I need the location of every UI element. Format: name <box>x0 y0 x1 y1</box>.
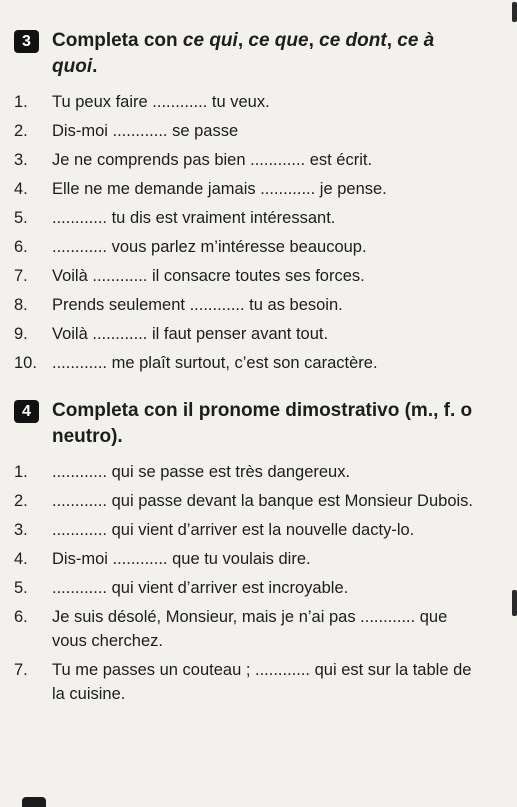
item-number: 3. <box>14 151 28 169</box>
exercise-item <box>14 293 484 317</box>
item-text: ............ qui vient d’arriver est incroyable. <box>52 579 349 597</box>
heading-text: Completa con il pronome dimostrativo (m., f. o neutro). <box>52 400 473 447</box>
exercise-item <box>14 177 484 201</box>
exercise-item <box>14 119 484 143</box>
item-text: Elle ne me demande jamais ............ je pense. <box>52 180 387 198</box>
item-number: 6. <box>14 238 28 256</box>
item-number: 7. <box>14 267 28 285</box>
page-edge-mark <box>512 2 517 22</box>
item-number: 3. <box>14 521 28 539</box>
item-text: ............ me plaît surtout, c’est son caractère. <box>52 354 378 372</box>
heading-term: ce que <box>248 30 309 51</box>
item-number: 4. <box>14 550 28 568</box>
exercise-4-heading <box>14 398 484 450</box>
heading-text: , <box>308 30 320 51</box>
item-number: 4. <box>14 180 28 198</box>
item-number: 8. <box>14 296 28 314</box>
item-number: 2. <box>14 122 28 140</box>
item-number: 7. <box>14 661 28 679</box>
exercise-item <box>14 351 484 375</box>
heading-text: . <box>92 56 98 77</box>
item-text: Je suis désolé, Monsieur, mais je n’ai pas ............ que vous cherchez. <box>52 608 448 650</box>
item-text: Voilà ............ il consacre toutes ses forces. <box>52 267 365 285</box>
heading-text: , <box>237 30 249 51</box>
item-number: 1. <box>14 463 28 481</box>
exercise-item <box>14 605 484 653</box>
item-number: 1. <box>14 93 28 111</box>
item-text: Tu me passes un couteau ; ............ qui est sur la table de la cuisine. <box>52 661 472 703</box>
exercise-item <box>14 148 484 172</box>
exercise-item <box>14 547 484 571</box>
exercise-4 <box>14 398 484 711</box>
heading-text: Completa con <box>52 30 183 51</box>
exercise-item <box>14 518 484 542</box>
item-text: ............ vous parlez m’intéresse beaucoup. <box>52 238 367 256</box>
heading-term: ce à quoi <box>52 30 435 77</box>
next-exercise-badge-edge <box>22 797 46 807</box>
item-text: Tu peux faire ............ tu veux. <box>52 93 270 111</box>
item-text: Prends seulement ............ tu as besoin. <box>52 296 343 314</box>
item-text: ............ qui vient d’arriver est la nouvelle dacty-lo. <box>52 521 415 539</box>
item-text: Dis-moi ............ que tu voulais dire. <box>52 550 311 568</box>
item-text: ............ qui se passe est très dangereux. <box>52 463 351 481</box>
heading-term: ce dont <box>319 30 387 51</box>
item-number: 2. <box>14 492 28 510</box>
exercise-4-items <box>14 460 484 706</box>
heading-term: ce qui <box>182 30 238 51</box>
page-edge-mark <box>512 590 517 616</box>
exercise-item <box>14 658 484 706</box>
item-number: 10. <box>14 354 37 372</box>
exercise-3 <box>14 28 484 380</box>
item-text: Je ne comprends pas bien ............ est écrit. <box>52 151 373 169</box>
item-number: 9. <box>14 325 28 343</box>
item-number: 5. <box>14 209 28 227</box>
exercise-item <box>14 322 484 346</box>
exercise-3-items <box>14 90 484 375</box>
exercise-item <box>14 235 484 259</box>
exercise-item <box>14 264 484 288</box>
exercise-item <box>14 576 484 600</box>
item-text: Dis-moi ............ se passe <box>52 122 239 140</box>
item-text: ............ qui passe devant la banque est Monsieur Dubois. <box>52 492 473 510</box>
item-text: ............ tu dis est vraiment intéressant. <box>52 209 336 227</box>
item-text: Voilà ............ il faut penser avant tout. <box>52 325 329 343</box>
exercise-item <box>14 489 484 513</box>
item-number: 5. <box>14 579 28 597</box>
exercise-item <box>14 206 484 230</box>
exercise-item <box>14 90 484 114</box>
item-number: 6. <box>14 608 28 626</box>
exercise-number-badge: 3 <box>14 30 39 53</box>
exercise-3-heading <box>14 28 484 80</box>
heading-text: , <box>386 30 398 51</box>
exercise-item <box>14 460 484 484</box>
exercise-number-badge: 4 <box>14 400 39 423</box>
